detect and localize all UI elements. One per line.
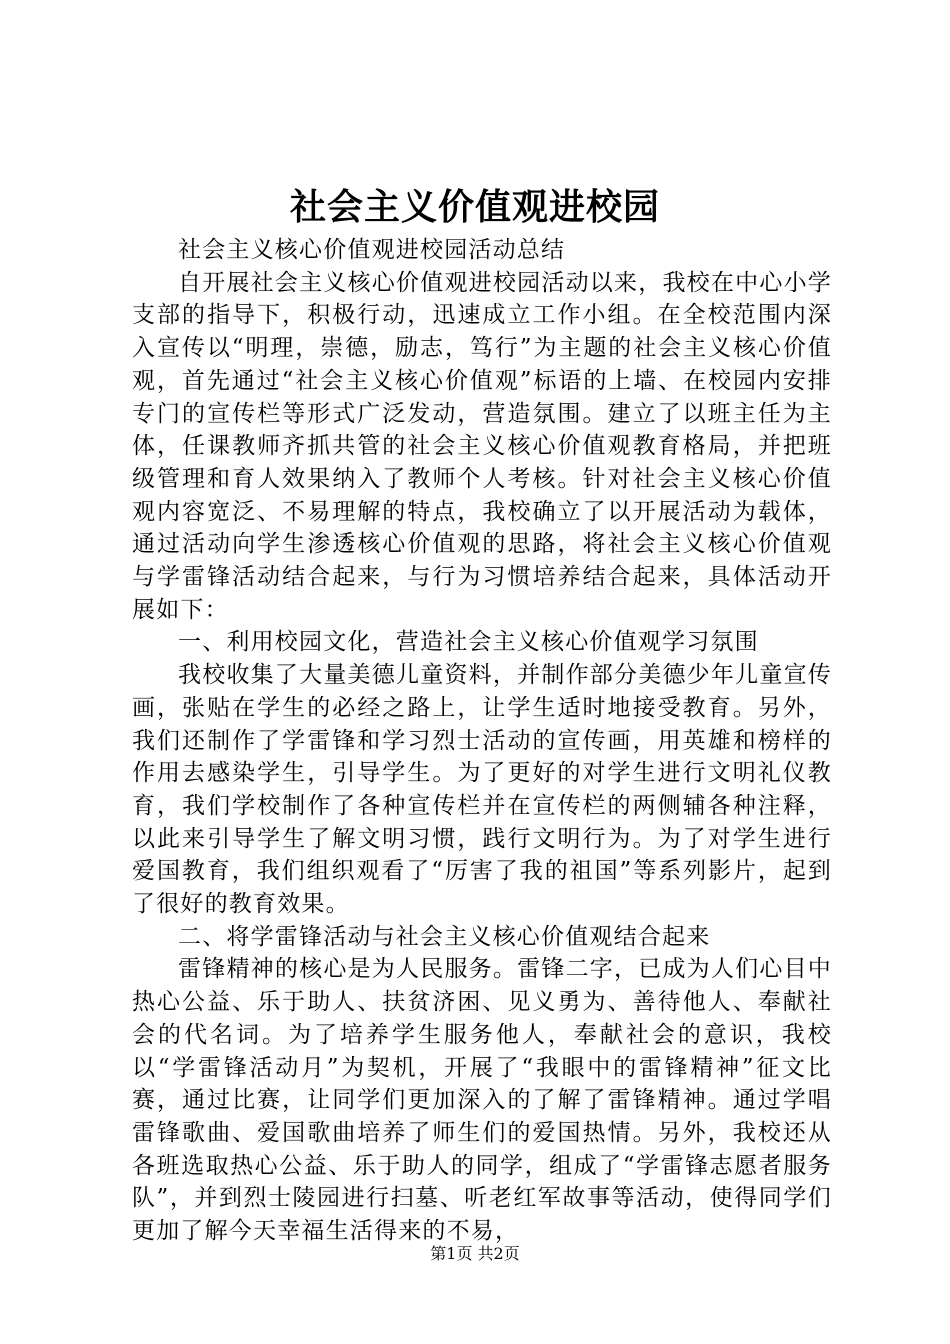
document-title: 社会主义价值观进校园 (289, 186, 660, 228)
page-footer: 第1页 共2页 (430, 1244, 520, 1263)
section-heading-2: 二、将学雷锋活动与社会主义核心价值观结合起来 (178, 923, 711, 950)
section-heading-1: 一、利用校园文化，营造社会主义核心价值观学习氛围 (178, 629, 759, 656)
paragraph-section-1: 我校收集了大量美德儿童资料，并制作部分美德少年儿童宣传画，张贴在学生的必经之路上，让学生适时地接受教育。另外，我们还制作了学雷锋和学习烈士活动的宣传画，用英雄和榜样的作用去感染学生，引导学生。为了更好的对学生进行文明礼仪教育，我们学校制作了各种宣传栏并在宣传栏的两侧辅各种注释，以此来引导学生了解文明习惯，践行文明行为。为了对学生进行爱国教育，我们组织观看了“厉害了我的祖国”等系列影片，起到了很好的教育效果。 (132, 662, 832, 918)
document-body (132, 234, 832, 1248)
paragraph-intro: 自开展社会主义核心价值观进校园活动以来，我校在中心小学支部的指导下，积极行动，迅速成立工作小组。在全校范围内深入宣传以“明理，崇德，励志，笃行”为主题的社会主义核心价值观，首先通过“社会主义核心价值观”标语的上墙、在校园内安排专门的宣传栏等形式广泛发动，营造氛围。建立了以班主任为主体，任课教师齐抓共管的社会主义核心价值观教育格局，并把班级管理和育人效果纳入了教师个人考核。针对社会主义核心价值观内容宽泛、不易理解的特点，我校确立了以开展活动为载体，通过活动向学生渗透核心价值观的思路，将社会主义核心价值观与学雷锋活动结合起来，与行为习惯培养结合起来，具体活动开展如下： (132, 269, 832, 623)
paragraph-section-2: 雷锋精神的核心是为人民服务。雷锋二字，已成为人们心目中热心公益、乐于助人、扶贫济困、见义勇为、善待他人、奉献社会的代名词。为了培养学生服务他人，奉献社会的意识，我校以“学雷锋活动月”为契机，开展了“我眼中的雷锋精神”征文比赛，通过比赛，让同学们更加深入的了解了雷锋精神。通过学唱雷锋歌曲、爱国歌曲培养了师生们的爱国热情。另外，我校还从各班选取热心公益、乐于助人的同学，组成了“学雷锋志愿者服务队”，并到烈士陵园进行扫墓、听老红军故事等活动，使得同学们更加了解今天幸福生活得来的不易， (132, 956, 832, 1245)
paragraph-subtitle: 社会主义核心价值观进校园活动总结 (178, 237, 566, 263)
